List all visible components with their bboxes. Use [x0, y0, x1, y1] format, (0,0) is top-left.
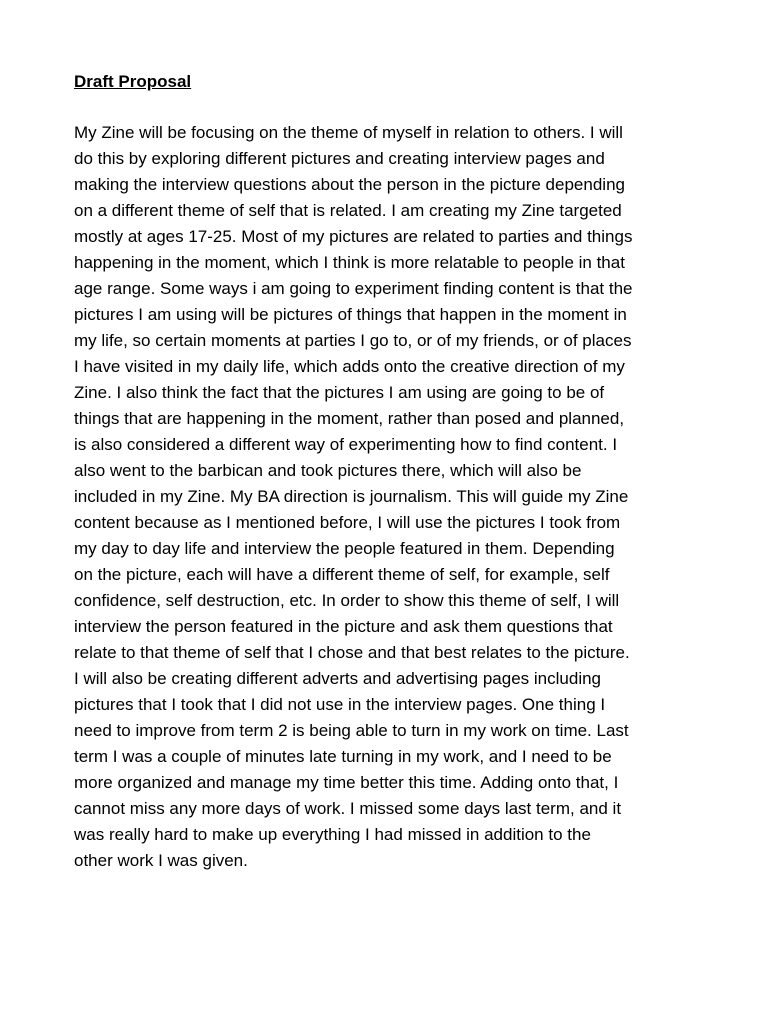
body-text-line: making the interview questions about the person in the picture depending	[74, 175, 625, 194]
body-text-line: need to improve from term 2 is being able to turn in my work on time. Last	[74, 721, 629, 740]
body-text-line: interview the person featured in the picture and ask them questions that	[74, 617, 613, 636]
body-text-line: age range. Some ways i am going to experiment finding content is that the	[74, 279, 633, 298]
body-text-line: my day to day life and interview the people featured in them. Depending	[74, 539, 615, 558]
body-text-line: on the picture, each will have a different theme of self, for example, self	[74, 565, 610, 584]
body-text-line: other work I was given.	[74, 851, 248, 870]
body-text-line: also went to the barbican and took pictures there, which will also be	[74, 461, 582, 480]
body-text-line: pictures that I took that I did not use in the interview pages. One thing I	[74, 695, 606, 714]
body-text-line: relate to that theme of self that I chose and that best relates to the picture.	[74, 643, 630, 662]
body-text-line: do this by exploring different pictures and creating interview pages and	[74, 149, 605, 168]
body-text-line: is also considered a different way of experimenting how to find content. I	[74, 435, 618, 454]
body-text-line: more organized and manage my time better this time. Adding onto that, I	[74, 773, 619, 792]
body-text-line: things that are happening in the moment, rather than posed and planned,	[74, 409, 625, 428]
document-body	[74, 120, 734, 874]
body-text-line: I have visited in my daily life, which adds onto the creative direction of my	[74, 357, 625, 376]
body-text-line: pictures I am using will be pictures of things that happen in the moment in	[74, 305, 627, 324]
body-text-line: cannot miss any more days of work. I missed some days last term, and it	[74, 799, 622, 818]
body-text-line: on a different theme of self that is related. I am creating my Zine targeted	[74, 201, 622, 220]
body-text-line: included in my Zine. My BA direction is journalism. This will guide my Zine	[74, 487, 629, 506]
body-text-line: my life, so certain moments at parties I go to, or of my friends, or of places	[74, 331, 632, 350]
body-text-line: My Zine will be focusing on the theme of myself in relation to others. I will	[74, 123, 623, 142]
document-title: Draft Proposal	[74, 72, 192, 91]
body-text-line: was really hard to make up everything I had missed in addition to the	[74, 825, 591, 844]
body-text-line: happening in the moment, which I think is more relatable to people in that	[74, 253, 625, 272]
body-text-line: Zine. I also think the fact that the pictures I am using are going to be of	[74, 383, 605, 402]
body-text-line: term I was a couple of minutes late turning in my work, and I need to be	[74, 747, 612, 766]
body-text-line: I will also be creating different adverts and advertising pages including	[74, 669, 601, 688]
body-text-line: mostly at ages 17-25. Most of my pictures are related to parties and things	[74, 227, 633, 246]
body-text-line: confidence, self destruction, etc. In order to show this theme of self, I will	[74, 591, 620, 610]
body-text-line: content because as I mentioned before, I will use the pictures I took from	[74, 513, 621, 532]
